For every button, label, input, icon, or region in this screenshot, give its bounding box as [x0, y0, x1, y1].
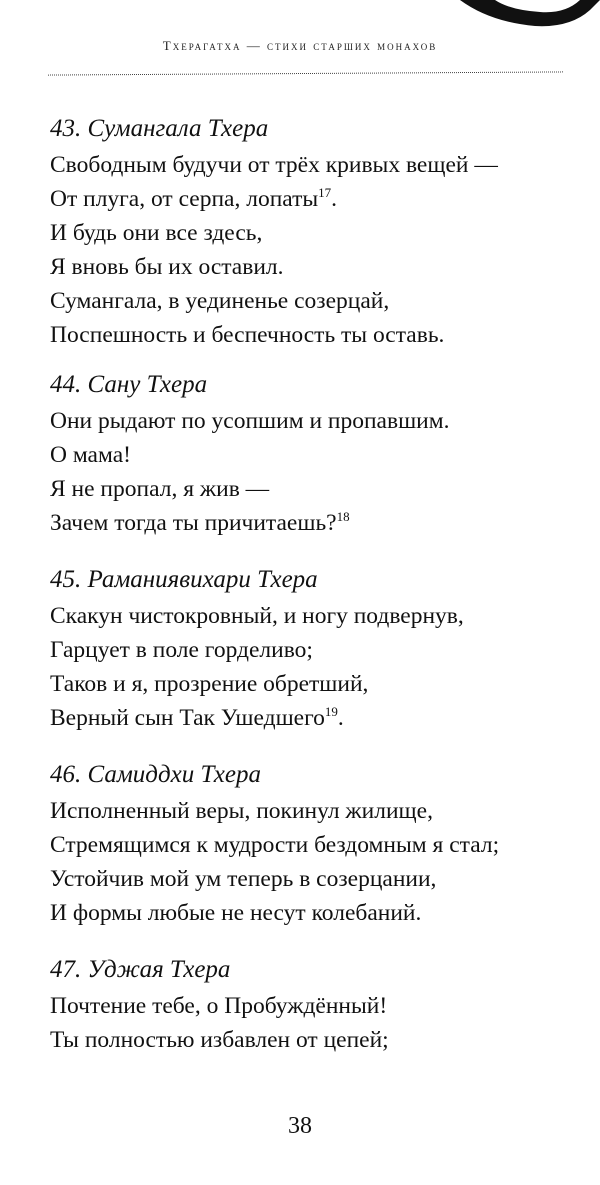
header-rule — [48, 71, 563, 75]
verse-text: Верный сын Так Ушедшего — [50, 705, 325, 731]
poem-title: 47. Уджая Тхера — [50, 956, 231, 983]
verse-line — [50, 438, 570, 472]
verse-line — [50, 794, 570, 828]
verse-line — [50, 506, 570, 540]
verse-text: Таков и я, прозрение обретший, — [50, 671, 369, 697]
running-header: Тхерагатха — стихи старших монахов — [162, 38, 438, 53]
verse-text: И формы любые не несут колебаний. — [50, 900, 422, 926]
poem-section — [50, 112, 570, 352]
verse-line — [50, 404, 570, 438]
verse-line — [50, 896, 570, 930]
verse-text: Исполненный веры, покинул жилище, — [50, 798, 433, 824]
verse-text: Я не пропал, я жив — — [50, 476, 270, 502]
verse-text: Поспешность и беспечность ты оставь. — [50, 322, 445, 348]
verse-text: О мама! — [50, 442, 131, 468]
poem-title: 44. Сану Тхера — [50, 371, 208, 398]
verse-line — [50, 250, 570, 284]
poem-title: 43. Сумангала Тхера — [50, 115, 269, 142]
verse-line — [50, 828, 570, 862]
ornament-fragment — [440, 0, 600, 32]
poem-title: 46. Самиддхи Тхера — [50, 761, 261, 788]
verse-text: Зачем тогда ты причитаешь? — [50, 510, 337, 536]
verse-line — [50, 284, 570, 318]
verse-text: Я вновь бы их оставил. — [50, 254, 284, 280]
verse-text: И будь они все здесь, — [50, 220, 263, 246]
verse-line — [50, 667, 570, 701]
verse-text: Свободным будучи от трёх кривых вещей — — [50, 152, 498, 178]
verse-text: Устойчив мой ум теперь в созерцании, — [50, 866, 437, 892]
verse-line — [50, 989, 570, 1023]
verse-text: Они рыдают по усопшим и пропавшим. — [50, 408, 450, 434]
poem-section — [50, 368, 570, 540]
poem-section — [50, 953, 570, 1057]
verse-line — [50, 318, 570, 352]
verse-text: Сумангала, в уединенье созерцай, — [50, 288, 390, 314]
verse-line — [50, 472, 570, 506]
verse-line — [50, 148, 570, 182]
verse-text: Гарцует в поле горделиво; — [50, 637, 313, 663]
punctuation: . — [337, 705, 344, 731]
verse-text: Почтение тебе, о Пробуждённый! — [50, 993, 388, 1019]
verse-text: Ты полностью избавлен от цепей; — [50, 1027, 389, 1053]
poem-title: 45. Раманиявихари Тхера — [50, 566, 318, 593]
verse-line — [50, 216, 570, 250]
verse-text: От плуга, от серпа, лопаты — [50, 186, 319, 212]
poem-section — [50, 758, 570, 930]
poem-section — [50, 563, 570, 735]
verse-line — [50, 701, 570, 735]
verse-line — [50, 182, 570, 216]
footnote-marker: 18 — [336, 509, 350, 524]
verse-text: Стремящимся к мудрости бездомным я стал; — [50, 832, 500, 858]
verse-text: Скакун чистокровный, и ногу подвернув, — [50, 603, 464, 629]
punctuation: . — [331, 186, 338, 212]
footnote-marker: 19 — [324, 704, 338, 719]
verse-line — [50, 862, 570, 896]
verse-line — [50, 599, 570, 633]
verse-line — [50, 1023, 570, 1057]
verse-line — [50, 633, 570, 667]
page-number: 38 — [288, 1113, 312, 1139]
footnote-marker: 17 — [318, 185, 332, 200]
